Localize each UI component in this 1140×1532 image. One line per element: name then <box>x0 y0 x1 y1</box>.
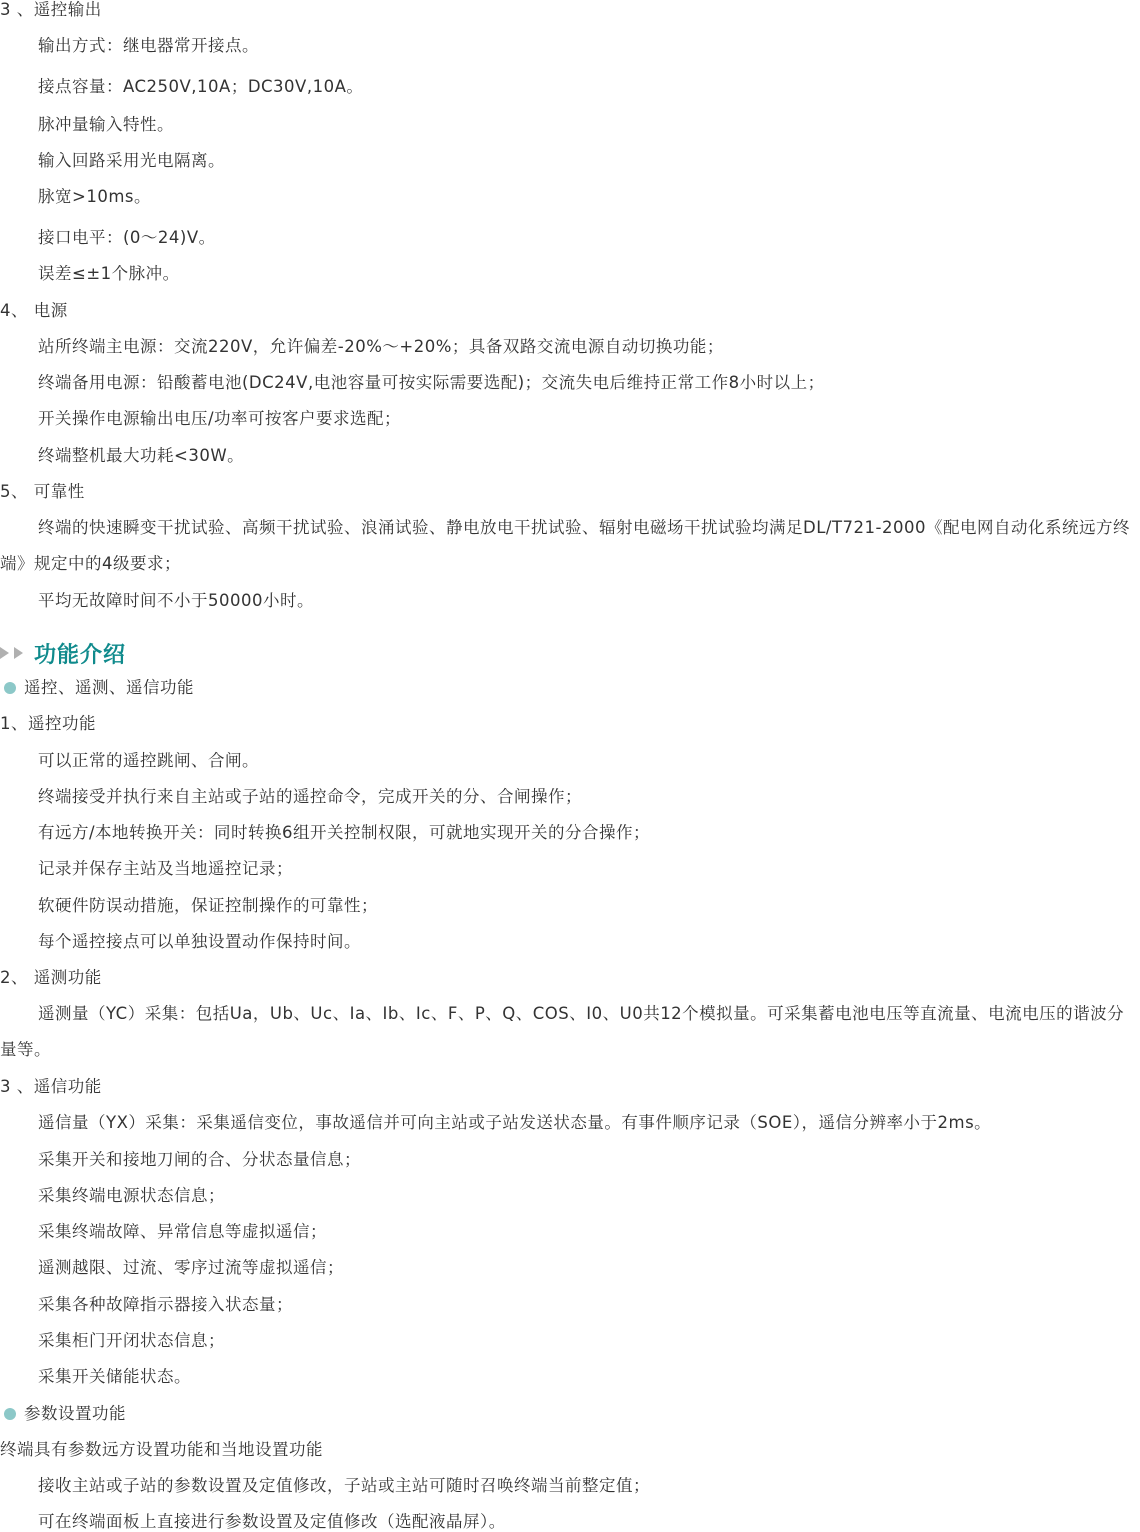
remote-control-heading: 1、遥控功能 <box>0 714 96 733</box>
list-item: 采集开关储能状态。 <box>38 1367 191 1386</box>
list-item: 遥测越限、过流、零序过流等虚拟遥信； <box>38 1258 344 1277</box>
list-item: 记录并保存主站及当地遥控记录； <box>38 859 293 878</box>
pulse-input: 脉冲量输入特性。 <box>38 115 174 134</box>
list-item: 采集柜门开闭状态信息； <box>38 1331 225 1350</box>
list-item: 可以正常的遥控跳闸、合闸。 <box>38 751 259 770</box>
max-consumption: 终端整机最大功耗<30W。 <box>38 446 245 465</box>
list-item: 有远方/本地转换开关：同时转换6组开关控制权限，可就地实现开关的分合操作； <box>38 823 651 842</box>
list-item: 接收主站或子站的参数设置及定值修改，子站或主站可随时召唤终端当前整定值； <box>38 1476 650 1495</box>
error-spec: 误差≤±1个脉冲。 <box>38 264 180 283</box>
interface-level: 接口电平：(0～24)V。 <box>38 228 216 247</box>
bullet-group-remote <box>4 678 194 698</box>
output-mode: 输出方式：继电器常开接点。 <box>38 36 259 55</box>
power-heading: 4、 电源 <box>0 301 68 320</box>
function-intro-title <box>0 640 126 666</box>
list-item: 采集各种故障指示器接入状态量； <box>38 1295 293 1314</box>
params-heading: 终端具有参数远方设置功能和当地设置功能 <box>0 1440 323 1459</box>
contact-capacity: 接点容量：AC250V,10A；DC30V,10A。 <box>38 77 364 96</box>
telemetry-text: 遥测量（YC）采集：包括Ua，Ub、Uc、Ia、Ib、Ic、F、P、Q、COS、I0、U0共12个模拟量。可采集蓄电池电压等直流量、电流电压的谐波分量等。 <box>0 1004 1125 1059</box>
bullet-dot-icon <box>4 1408 16 1420</box>
backup-power: 终端备用电源：铅酸蓄电池(DC24V,电池容量可按实际需要选配)；交流失电后维持正常工作8小时以上； <box>38 373 825 392</box>
list-item: 采集开关和接地刀闸的合、分状态量信息； <box>38 1150 361 1169</box>
bullet-dot-icon <box>4 682 16 694</box>
list-item: 可在终端面板上直接进行参数设置及定值修改（选配液晶屏）。 <box>38 1512 506 1531</box>
list-item: 采集终端电源状态信息； <box>38 1186 225 1205</box>
section-title-text: 功能介绍 <box>34 642 127 668</box>
list-item: 每个遥控接点可以单独设置动作保持时间。 <box>38 932 361 951</box>
group2-label: 参数设置功能 <box>24 1404 126 1423</box>
triangle-arrow-icon <box>14 647 23 659</box>
reliability-text: 终端的快速瞬变干扰试验、高频干扰试验、浪涌试验、静电放电干扰试验、辐射电磁场干扰试验均满足DL/T721-2000《配电网自动化系统远方终端》规定中的4级要求； <box>0 518 1130 573</box>
list-item: 采集终端故障、异常信息等虚拟遥信； <box>38 1222 327 1241</box>
reliability-heading: 5、 可靠性 <box>0 482 85 501</box>
triangle-arrow-icon <box>0 647 9 659</box>
main-power: 站所终端主电源：交流220V，允许偏差-20%～+20%；具备双路交流电源自动切换功能； <box>38 337 724 356</box>
bullet-group-params <box>4 1404 126 1424</box>
pulse-width: 脉宽>10ms。 <box>38 187 151 206</box>
list-item: 遥信量（YX）采集：采集遥信变位，事故遥信并可向主站或子站发送状态量。有事件顺序记录（SOE），遥信分辨率小于2ms。 <box>38 1113 992 1132</box>
input-isolation: 输入回路采用光电隔离。 <box>38 151 225 170</box>
list-item: 软硬件防误动措施，保证控制操作的可靠性； <box>38 896 378 915</box>
telesignal-heading: 3 、遥信功能 <box>0 1077 102 1096</box>
switch-power: 开关操作电源输出电压/功率可按客户要求选配； <box>38 409 402 428</box>
mtbf: 平均无故障时间不小于50000小时。 <box>38 591 314 610</box>
remote-output-heading: 3 、遥控输出 <box>0 0 102 19</box>
telemetry-heading: 2、 遥测功能 <box>0 968 102 987</box>
group1-label: 遥控、遥测、遥信功能 <box>24 678 194 697</box>
list-item: 终端接受并执行来自主站或子站的遥控命令，完成开关的分、合闸操作； <box>38 787 582 806</box>
